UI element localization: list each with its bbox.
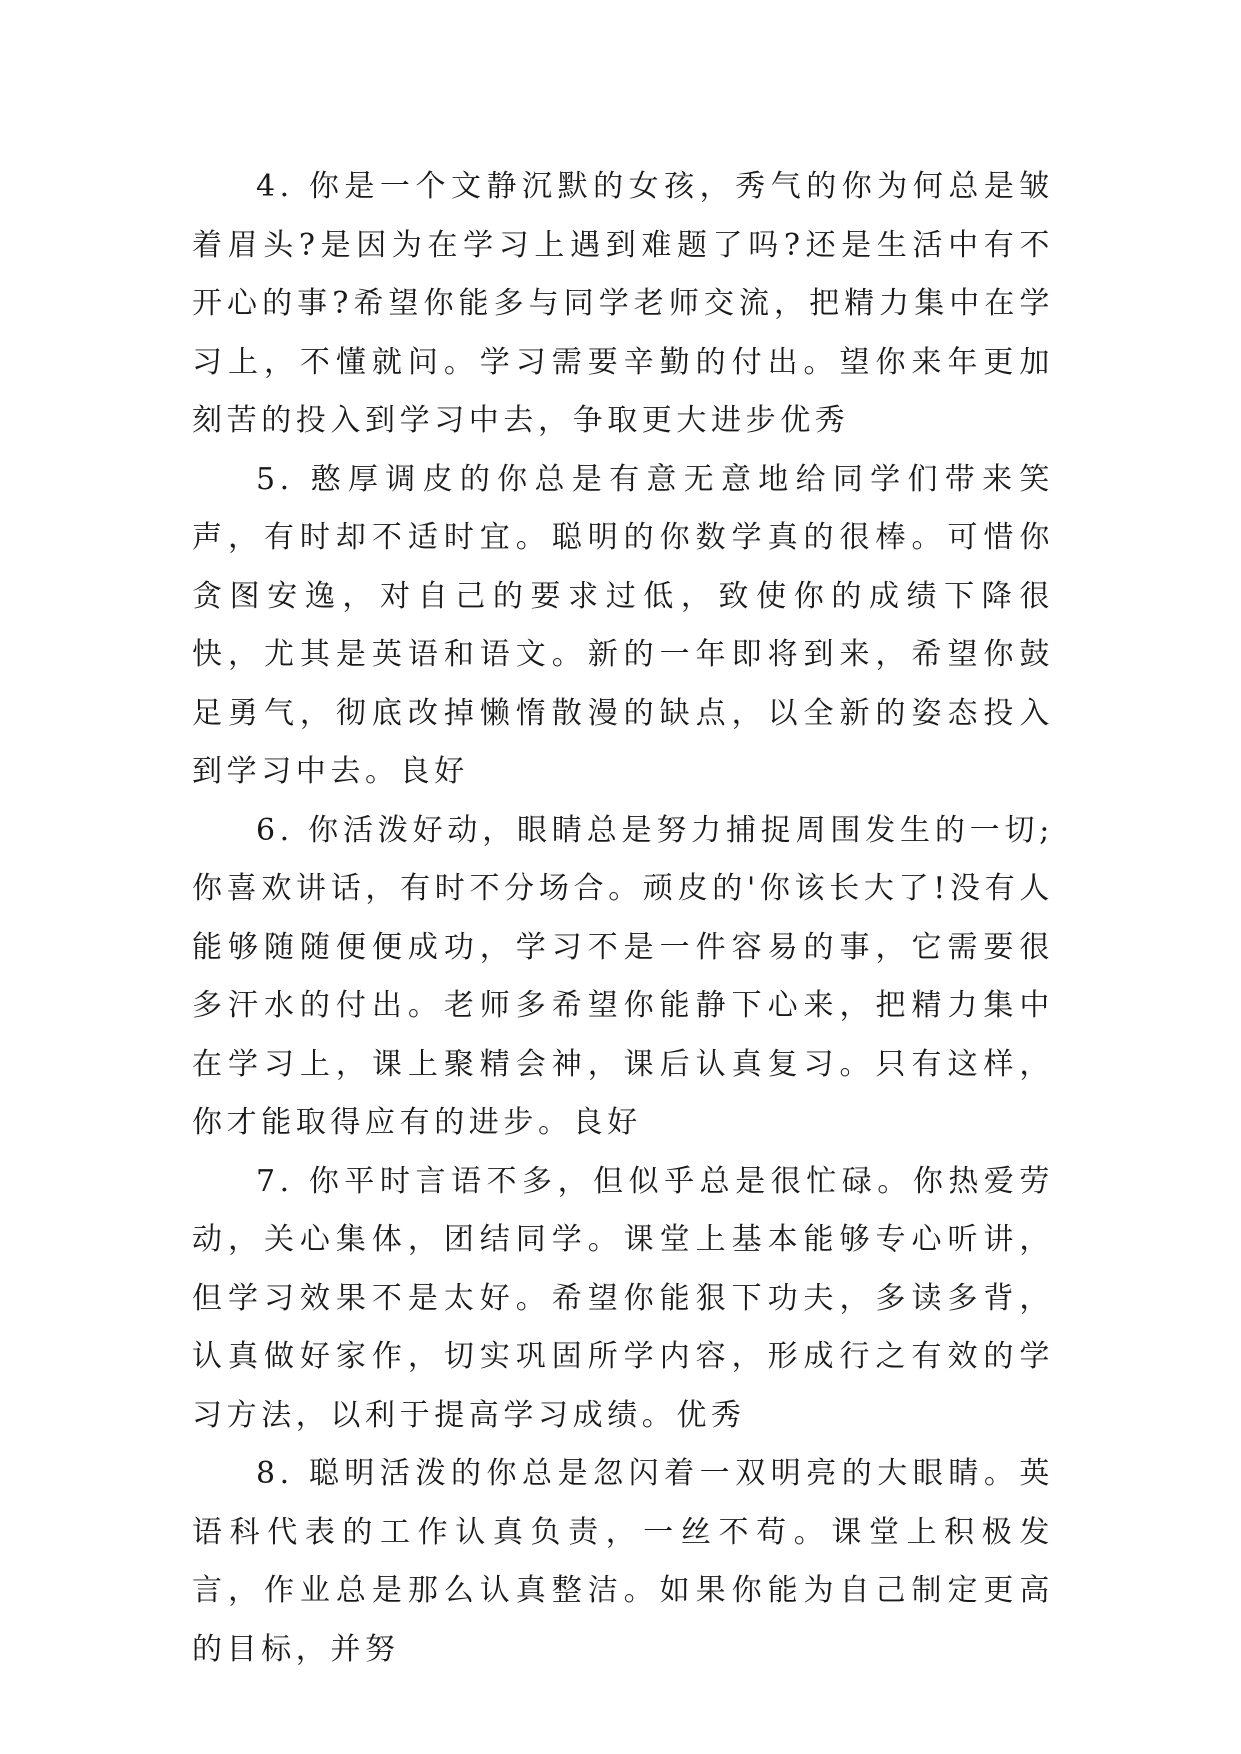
comment-paragraph-4: 4. 你是一个文静沉默的女孩，秀气的你为何总是皱着眉头?是因为在学习上遇到难题了吗?还是生活中有不开心的事?希望你能多与同学老师交流，把精力集中在学习上，不懂就问。学习需要辛勤的付出。望你来年更加刻苦的投入到学习中去，争取更大进步优秀 [192, 169, 1054, 438]
comment-paragraph-7: 7. 你平时言语不多，但似乎总是很忙碌。你热爱劳动，关心集体，团结同学。课堂上基本能够专心听讲，但学习效果不是太好。希望你能狠下功夫，多读多背，认真做好家作，切实巩固所学内容，形成行之有效的学习方法，以利于提高学习成绩。优秀 [192, 1163, 1054, 1433]
document-body [192, 158, 1054, 1679]
comment-paragraph-6: 6. 你活泼好动，眼睛总是努力捕捉周围发生的一切;你喜欢讲话，有时不分场合。顽皮的'你该长大了!没有人能够随随便便成功，学习不是一件容易的事，它需要很多汗水的付出。老师多希望你能静下心来，把精力集中在学习上，课上聚精会神，课后认真复习。只有这样，你才能取得应有的进步。良好 [192, 812, 1054, 1140]
comment-paragraph-8: 8. 聪明活泼的你总是忽闪着一双明亮的大眼睛。英语科代表的工作认真负责，一丝不苟。课堂上积极发言，作业总是那么认真整洁。如果你能为自己制定更高的目标，并努 [192, 1456, 1054, 1667]
comment-paragraph-5: 5. 憨厚调皮的你总是有意无意地给同学们带来笑声，有时却不适时宜。聪明的你数学真的很棒。可惜你贪图安逸，对自己的要求过低，致使你的成绩下降很快，尤其是英语和语文。新的一年即将到来，希望你鼓足勇气，彻底改掉懒惰散漫的缺点，以全新的姿态投入到学习中去。良好 [192, 461, 1054, 789]
